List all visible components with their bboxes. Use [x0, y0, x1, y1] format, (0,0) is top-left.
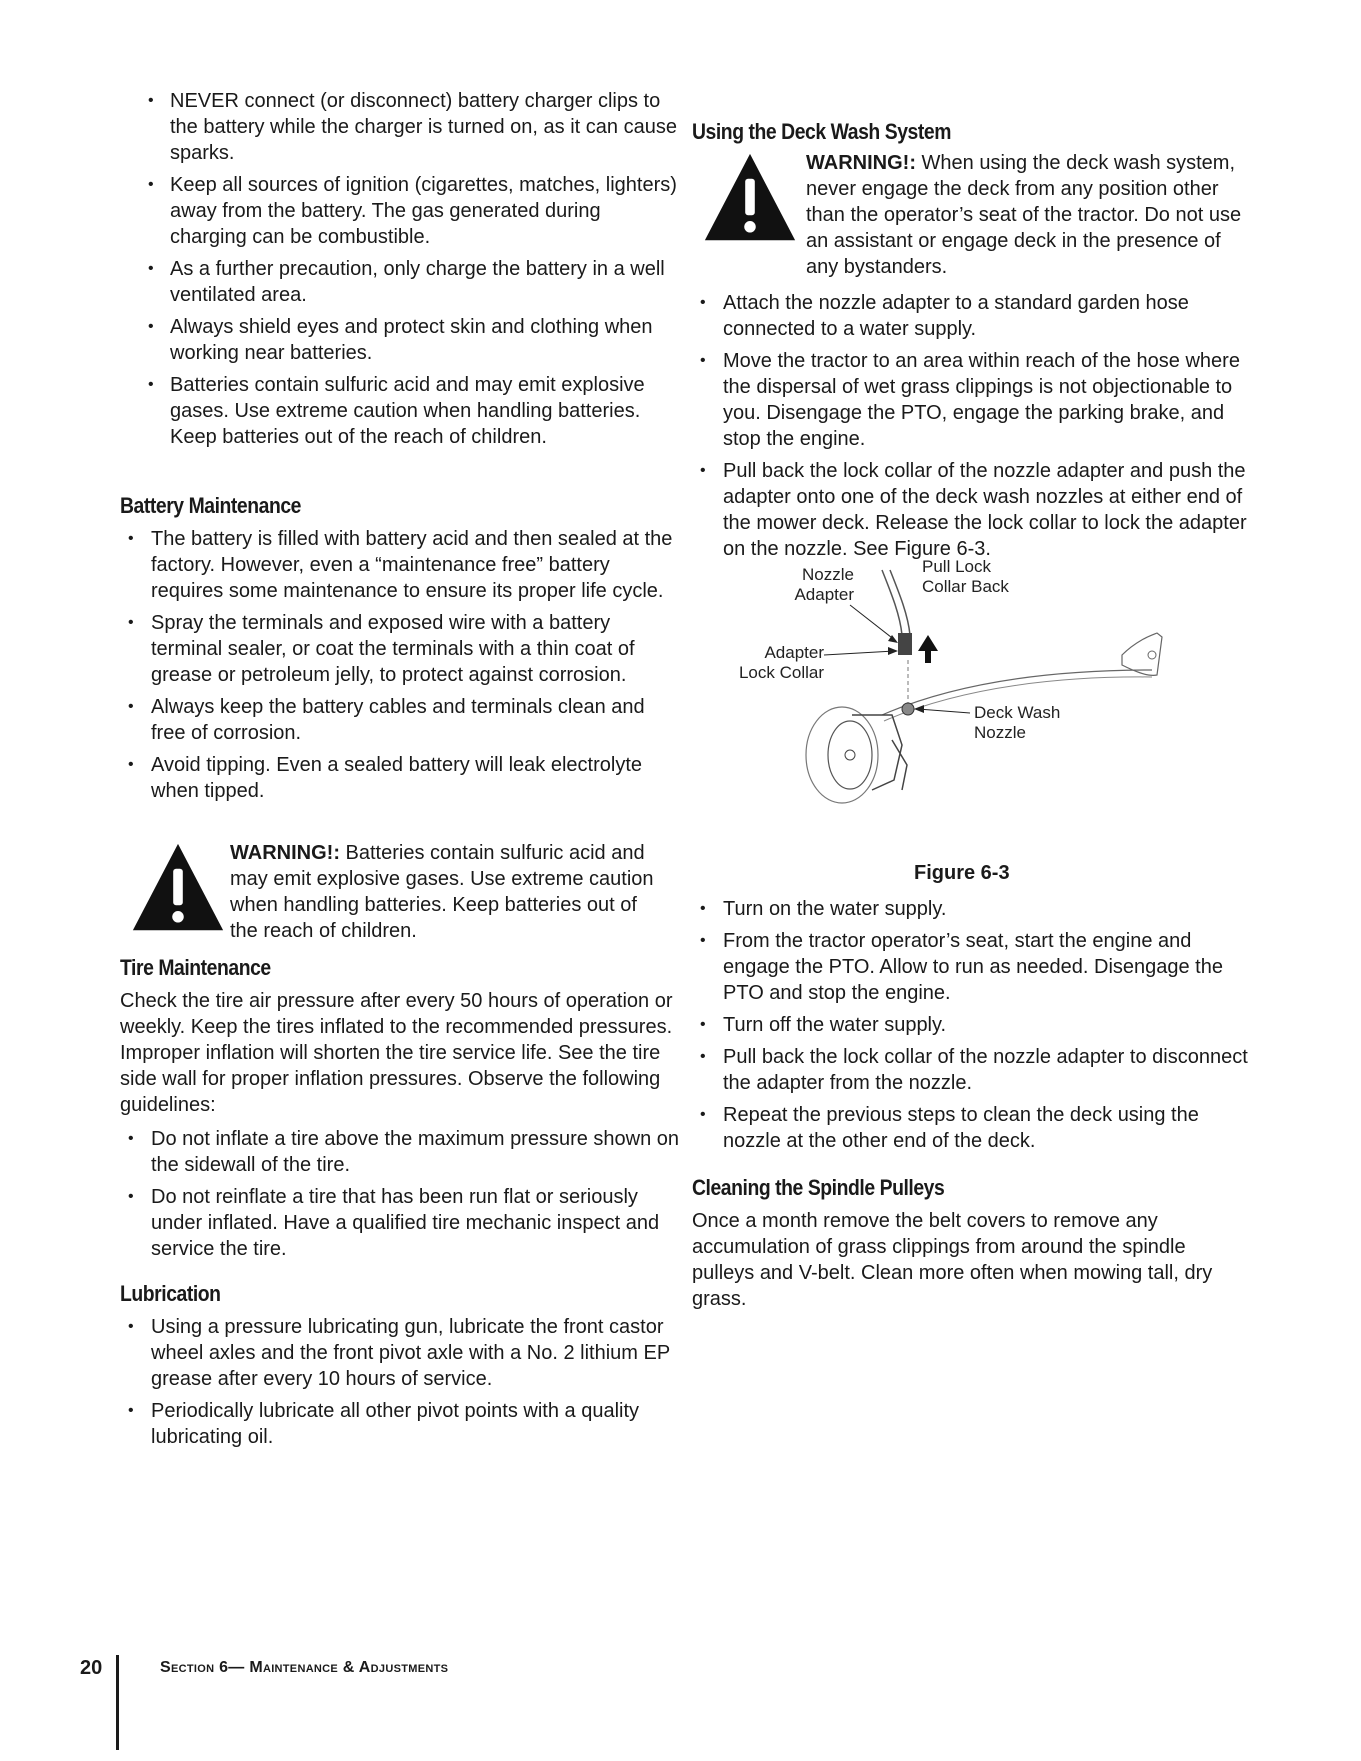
list-item: • Pull back the lock collar of the nozzle adapter to disconnect the adapter from the nozzle. [692, 1044, 1252, 1096]
figure-6-3 [732, 557, 1192, 825]
warning-triangle-icon [702, 150, 798, 246]
list-item: • Batteries contain sulfuric acid and may emit explosive gases. Use extreme caution when handling batteries. Keep batteries out of the reach of children. [120, 372, 680, 450]
label-line: Adapter [764, 643, 824, 662]
warning-triangle-icon [130, 840, 226, 936]
label-line: Nozzle [974, 723, 1026, 742]
list-item: • Periodically lubricate all other pivot points with a quality lubricating oil. [120, 1398, 680, 1450]
battery-charging-bullets [120, 88, 680, 456]
deck-wash-bullets [692, 290, 1252, 568]
list-item: • Do not reinflate a tire that has been run flat or seriously under inflated. Have a qualified tire mechanic inspect and service the tire. [120, 1184, 680, 1262]
label-line: Adapter [794, 585, 854, 604]
nozzle-adapter-label [734, 565, 854, 605]
warning-label: WARNING!: [230, 842, 340, 864]
list-item: • Spray the terminals and exposed wire with a battery terminal sealer, or coat the terminals with a thin coat of grease or petroleum jelly, to protect against corrosion. [120, 610, 680, 688]
deck-wash-nozzle-label [974, 703, 1060, 743]
deck-wash-heading: Using the Deck Wash System [692, 119, 951, 144]
list-item: • From the tractor operator’s seat, start the engine and engage the PTO. Allow to run as needed. Disengage the PTO and stop the engine. [692, 928, 1252, 1006]
label-line: Collar Back [922, 577, 1009, 596]
spindle-pulleys-text: Once a month remove the belt covers to remove any accumulation of grass clippings from around the spindle pulleys and V-belt. Clean more often when mowing tall, dry grass. [692, 1210, 1213, 1310]
list-item: • Keep all sources of ignition (cigarettes, matches, lighters) away from the battery. The gas generated during charging can be combustible. [120, 172, 680, 250]
battery-warning-text [230, 840, 670, 944]
list-item: • Repeat the previous steps to clean the deck using the nozzle at the other end of the deck. [692, 1102, 1252, 1154]
tire-maintenance-heading: Tire Maintenance [120, 955, 271, 980]
list-item: • Attach the nozzle adapter to a standard garden hose connected to a water supply. [692, 290, 1252, 342]
warning-body: Batteries contain sulfuric acid and may emit explosive gases. Use extreme caution when handling batteries. Keep batteries out of the reach of children. [230, 842, 654, 942]
footer-divider [116, 1655, 119, 1750]
page-footer [80, 1655, 780, 1755]
list-item: • Avoid tipping. Even a sealed battery will leak electrolyte when tipped. [120, 752, 680, 804]
list-item: • The battery is filled with battery acid and then sealed at the factory. However, even a “maintenance free” battery requires some maintenance to ensure its proper life cycle. [120, 526, 680, 604]
label-line: Pull Lock [922, 557, 991, 576]
lubrication-bullets [120, 1314, 680, 1456]
label-line: Deck Wash [974, 703, 1061, 722]
page-number: 20 [80, 1657, 103, 1679]
pull-lock-label [922, 557, 1009, 597]
list-item: • Pull back the lock collar of the nozzle adapter and push the adapter onto one of the deck wash nozzles at either end of the mower deck. Release the lock collar to lock the adapter on the nozzle. See Figure 6-3. [692, 458, 1252, 562]
list-item: • As a further precaution, only charge the battery in a well ventilated area. [120, 256, 680, 308]
list-item: • Turn on the water supply. [692, 896, 1252, 922]
deck-wash-bullets-after [692, 896, 1252, 1160]
warning-label: WARNING!: [806, 152, 916, 174]
spindle-pulleys-heading: Cleaning the Spindle Pulleys [692, 1175, 945, 1200]
lubrication-heading: Lubrication [120, 1281, 221, 1306]
list-item: • Move the tractor to an area within reach of the hose where the dispersal of wet grass clippings is not objectionable to you. Disengage the PTO, engage the parking brake, and stop the engine. [692, 348, 1252, 452]
section-title: Section 6— Maintenance & Adjustments [160, 1659, 449, 1676]
label-line: Lock Collar [738, 663, 824, 682]
adapter-lock-collar-label [702, 643, 824, 683]
battery-maintenance-heading: Battery Maintenance [120, 493, 302, 518]
label-line: Nozzle [802, 565, 854, 584]
list-item: • Turn off the water supply. [692, 1012, 1252, 1038]
list-item: • Do not inflate a tire above the maximum pressure shown on the sidewall of the tire. [120, 1126, 680, 1178]
battery-warning [130, 840, 680, 950]
warning-body: When using the deck wash system, never engage the deck from any position other than the operator’s seat of the tractor. Do not use an assistant or engage deck in the presence of any bystanders. [806, 152, 1242, 278]
list-item: • Using a pressure lubricating gun, lubricate the front castor wheel axles and the front pivot axle with a No. 2 lithium EP grease after every 10 hours of service. [120, 1314, 680, 1392]
list-item: • NEVER connect (or disconnect) battery charger clips to the battery while the charger is turned on, as it can cause sparks. [120, 88, 680, 166]
deck-wash-warning [702, 150, 1252, 280]
list-item: • Always shield eyes and protect skin and clothing when working near batteries. [120, 314, 680, 366]
figure-caption: Figure 6-3 [914, 862, 1010, 884]
tire-maintenance-intro: Check the tire air pressure after every 50 hours of operation or weekly. Keep the tires inflated to the recommended pressures. Improper inflation will shorten the tire service life. See the tire side wall for proper inflation pressures. Observe the following guidelines: [120, 990, 673, 1116]
tire-maintenance-bullets [120, 1126, 680, 1268]
deck-wash-warning-text [806, 150, 1252, 280]
battery-maintenance-bullets [120, 526, 680, 810]
list-item: • Always keep the battery cables and terminals clean and free of corrosion. [120, 694, 680, 746]
